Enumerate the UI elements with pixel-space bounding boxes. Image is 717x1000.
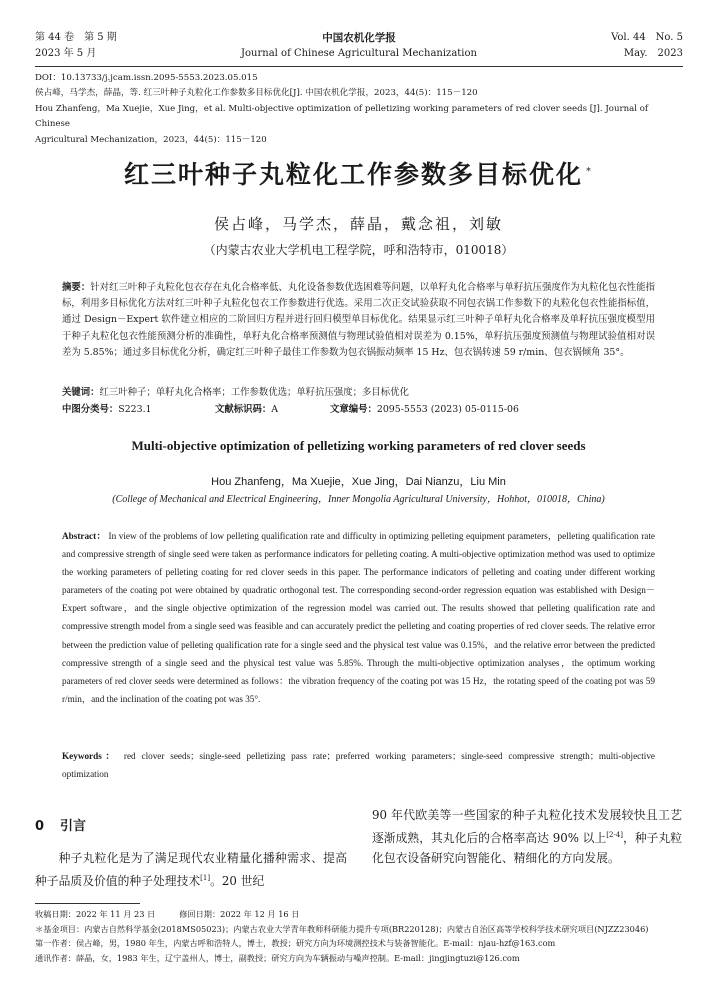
revised-label: 修回日期： (179, 909, 221, 919)
keywords-cn (62, 385, 655, 401)
article-no-value: 2095-5553 (2023) 05-0115-06 (376, 404, 519, 415)
fund-mark: * (586, 165, 593, 177)
keywords-cn-text: 红三叶种子；单籽丸化合格率；工作参数优选；单籽抗压强度；多目标优化 (99, 387, 409, 398)
header-journal (35, 30, 683, 62)
keywords-cn-label: 关键词： (62, 387, 100, 398)
affiliation-en: (College of Mechanical and Electrical Engineering，Inner Mongolia Agricultural University，Hohhot，010018，China) (112, 494, 605, 505)
abstract-cn (62, 280, 655, 361)
received-value: 2022 年 11 月 23 日 (75, 909, 156, 919)
citation-en-line2: Agricultural Mechanization，2023，44(5)：115－120 (35, 134, 267, 145)
doc-code-value: A (271, 404, 279, 415)
revised-value: 2022 年 12 月 16 日 (220, 909, 300, 919)
header-rule (35, 66, 683, 67)
running-header (35, 30, 683, 66)
intro-right-text-a: 90 年代欧美等一些国家的种子丸粒化技术发展较快且工艺逐渐成熟，其丸化后的合格率高达 90% 以上 (372, 808, 682, 845)
abstract-cn-label: 摘要： (62, 282, 91, 293)
fund-note: ＊基金项目：内蒙古自然科学基金(2018MS05023)；内蒙古农业大学青年教师科研能力提升专项(BR220128)；内蒙古自治区高等学校科学技术研究项目(NJZZ23046) (35, 923, 649, 934)
body-left-column (35, 815, 347, 891)
section-number: 0 (35, 819, 45, 834)
abstract-en (62, 527, 655, 708)
section-heading-intro (35, 815, 347, 834)
corresponding-author-note: 通讯作者：薛晶，女，1983 年生，辽宁盖州人，博士，副教授；研究方向为车辆振动与噪声控制。E-mail：jingjingtuzi@126.com (35, 952, 520, 963)
clc-value: S223.1 (118, 404, 152, 415)
paper-title-cn (0, 155, 717, 191)
citation-en-line1: Hou Zhanfeng，Ma Xuejie，Xue Jing，et al. Multi-objective optimization of pelletizing working parameters of red clover seeds [J]. Journal of Chinese (35, 103, 649, 130)
citation-block (35, 71, 683, 148)
intro-left-ref: [1] (200, 874, 211, 882)
header-volume-info-en (611, 30, 683, 62)
abstract-en-text: In view of the problems of low pelleting qualification rate and difficulty in optimizing pelleting equipment parameters，pelleting qualification rate and compressive strength of single seed were taken as performance indicators for pelleting coating. A multi-objective optimization method was used to optimize the working parameters of pelleting coating for red clover seeds in this paper. The performance indicators of pelleting and coating under different working parameters of the coating pot were obtained by quadratic orthogonal test. The corresponding second-order regression equation was established with Design－Expert software，and the single objective optimization of the regression model was carried out. The results showed that pelleting qualification rate and compressive strength model from a single seed was feasible and can accurately predict the pelleting and coating properties of red clover seeds. The relative error between the prediction value of pelleting qualification rate for a single seed and the physical test value was 0.15%，and the relative error between the predicted compressive strength of a single seed and the physical test value was 5.85%. Through the multi-objective optimization analyses，the optimum working parameters of red clover seeds were determined as follows：the vibration frequency of the coating pot was 15 Hz，the rotating speed of the coating pot was 59 r/min，and the inclination of the coating pot was 35°. (62, 531, 655, 704)
first-author-note: 第一作者：侯占峰，男，1980 年生，内蒙古呼和浩特人，博士，教授；研究方向为环境测控技术与装备智能化。E-mail：njau-hzf@163.com (35, 938, 556, 949)
header-journal-cn: 中国农机化学报 (322, 32, 396, 44)
header-date: 2023 年 5 月 (35, 48, 97, 59)
citation-cn: 侯占峰，马学杰，薛晶，等. 红三叶种子丸粒化工作参数多目标优化[J]. 中国农机化学报，2023，44(5)：115－120 (35, 88, 478, 99)
header-journal-en: Journal of Chinese Agricultural Mechanization (241, 48, 477, 59)
received-label: 收稿日期： (35, 909, 76, 919)
keywords-en (62, 747, 655, 783)
classification-line (62, 402, 655, 418)
intro-left-text-b: 。20 世纪 (210, 873, 265, 888)
header-volume-issue-en: Vol. 44 No. 5 (611, 32, 683, 43)
header-volume-issue: 第 44 卷 第 5 期 (35, 32, 117, 43)
keywords-en-label: Keywords： (62, 751, 119, 761)
abstract-cn-text: 针对红三叶种子丸粒化包衣存在丸化合格率低、丸化设备参数优选困难等问题，以单籽丸化合格率与单籽抗压强度作为丸粒化包衣性能指标，利用多目标优化方法对红三叶种子丸粒化包衣工作参数进行优选。采用二次正交试验获取不同包衣锅工作参数下的丸粒化包衣性能指标值，通过 Design－Expert 软件建立相应的二阶回归方程并进行回归模型单目标优化。结果显示红三叶种子单籽丸化合格率及单籽抗压强度模型用于种子丸粒化包衣性能预测分析的准确性，单籽丸化合格率预测值与物理试验值相对误差为 0.15%，单籽抗压强度预测值与物理试验值相对误差为 5.85%；通过多目标优化分析，确定红三叶种子最佳工作参数为包衣锅振动频率 15 Hz、包衣锅转速 59 r/min、包衣锅倾角 35°。 (62, 282, 655, 358)
intro-right-ref: [2-4] (606, 831, 624, 839)
section-title: 引言 (60, 819, 87, 834)
keywords-en-text: red clover seeds；single-seed pelletizing pass rate；preferred working parameters；single-seed compressive strength；multi-objective optimization (62, 751, 656, 779)
affiliation-cn: （内蒙古农业大学机电工程学院，呼和浩特市，010018） (203, 243, 514, 257)
article-no-label: 文章编号： (329, 404, 377, 415)
doi: DOI：10.13733/j.jcam.issn.2095-5553.2023.05.015 (35, 73, 258, 83)
body-right-column (372, 805, 682, 868)
paper-title-en: Multi-objective optimization of pelletizing working parameters of red clover seeds (131, 438, 586, 453)
intro-paragraph-left (35, 848, 347, 891)
clc-label: 中图分类号： (62, 404, 119, 415)
authors-en: Hou Zhanfeng，Ma Xuejie，Xue Jing，Dai Nianzu，Liu Min (211, 476, 506, 488)
dates-row (35, 907, 683, 922)
authors-cn: 侯占峰，马学杰，薛晶，戴念祖，刘敏 (213, 215, 503, 233)
abstract-en-label: Abstract： (62, 531, 106, 541)
doc-code-label: 文献标识码： (214, 404, 272, 415)
intro-right-text-b: ，种子丸粒化包衣设备研究向智能化、精细化的方向发展。 (372, 830, 683, 865)
paper-title-cn-text: 红三叶种子丸粒化工作参数多目标优化 (123, 160, 583, 189)
footnotes (35, 907, 683, 965)
intro-paragraph-right (372, 805, 682, 868)
header-date-en: May. 2023 (623, 48, 683, 59)
footnote-rule (35, 903, 140, 904)
intro-left-text-a: 种子丸粒化是为了满足现代农业精量化播种需求、提高种子品质及价值的种子处理技术 (35, 851, 347, 888)
